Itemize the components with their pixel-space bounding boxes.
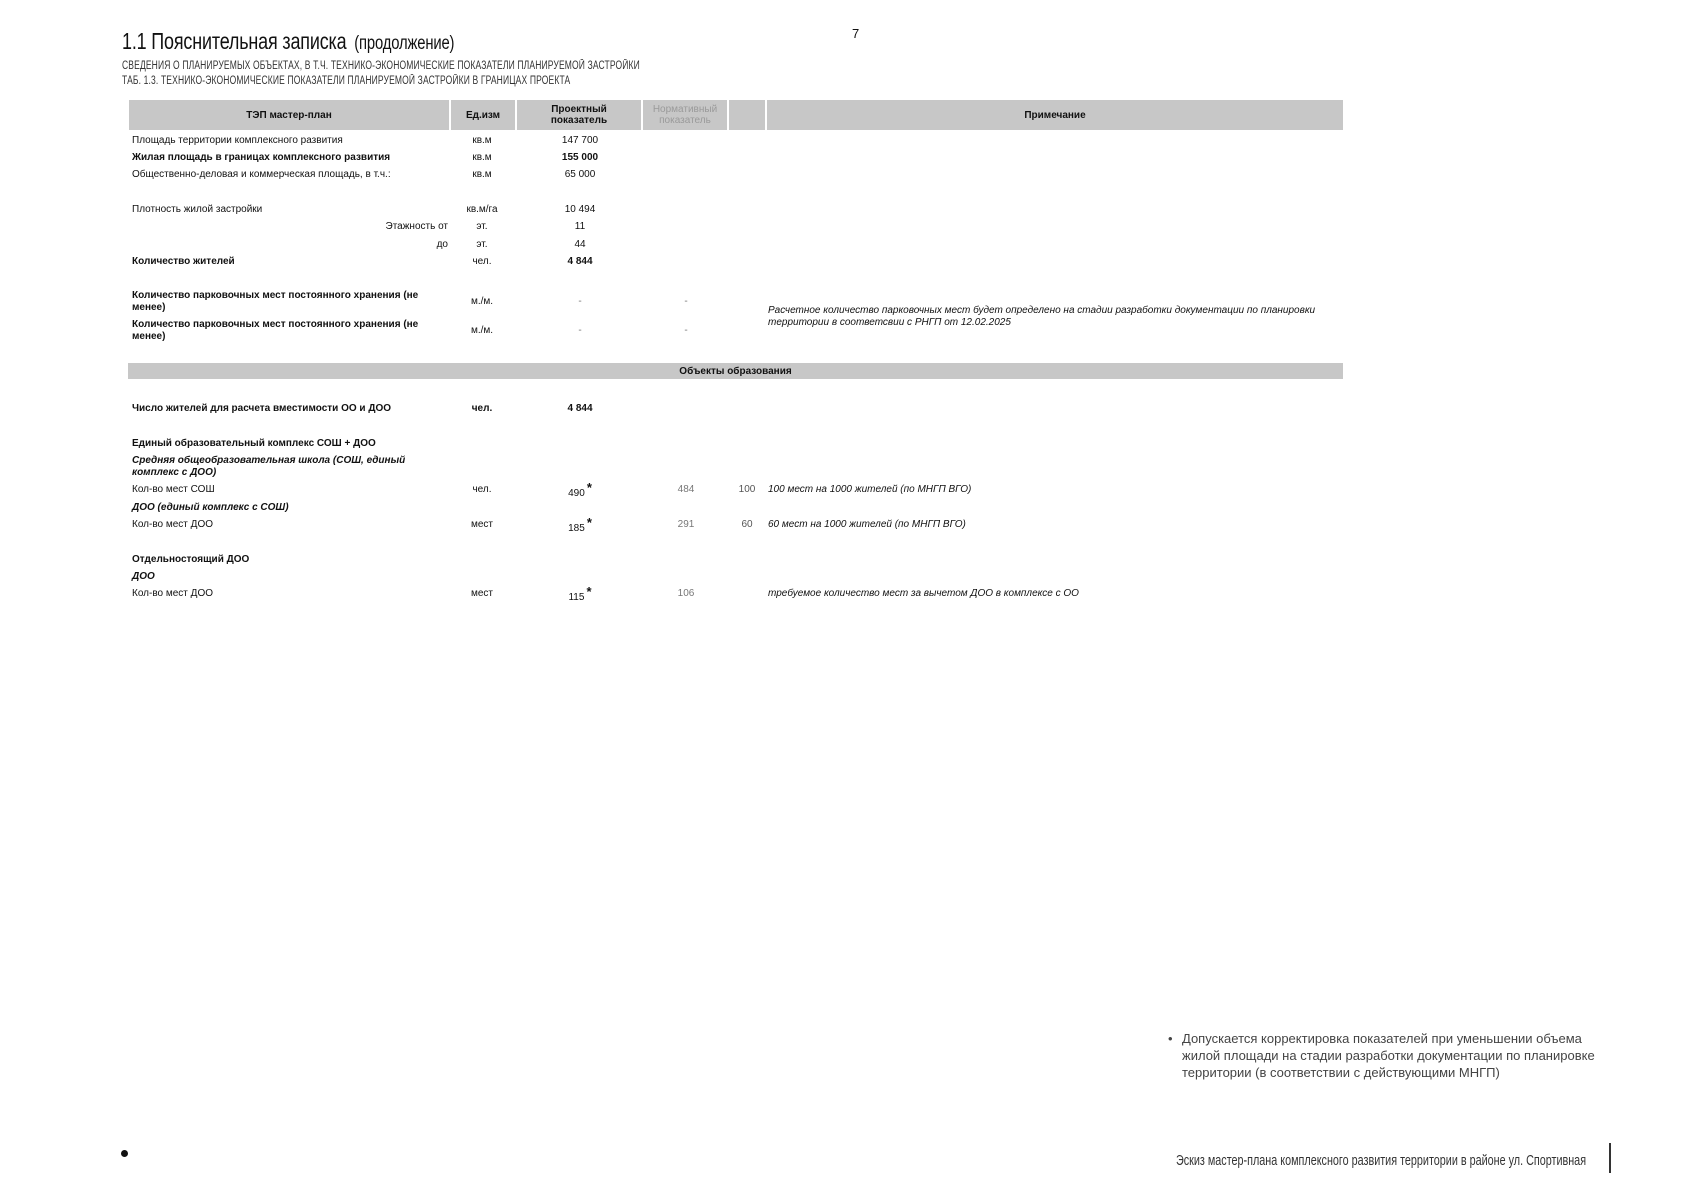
header-blank: [729, 100, 765, 130]
column-divider: [515, 100, 517, 344]
footer-title: Эскиз мастер-плана комплексного развития территории в районе ул. Спортивная: [1176, 1152, 1587, 1169]
footer-dot-icon: [121, 1150, 128, 1157]
header-norm: Нормативный показатель: [643, 100, 727, 130]
page-title: 1.1 Пояснительная записка (продолжение): [122, 28, 455, 54]
bullet-icon: •: [1168, 1031, 1173, 1046]
footnote-text: Допускается корректировка показателей при уменьшении объема жилой площади на стадии разработки документации по планировке территории (в соответствии с действующими МНГП): [1182, 1031, 1595, 1080]
asterisk: *: [586, 480, 592, 495]
page-title-continuation: (продолжение): [354, 33, 455, 54]
column-divider: [727, 100, 729, 344]
subtitle-2: ТАБ. 1.3. ТЕХНИКО-ЭКОНОМИЧЕСКИЕ ПОКАЗАТЕЛИ ПЛАНИРУЕМОЙ ЗАСТРОЙКИ В ГРАНИЦАХ ПРОЕКТА: [122, 75, 571, 87]
header-proj: Проектный показатель: [517, 100, 641, 130]
header-note: Примечание: [767, 100, 1343, 130]
asterisk: *: [586, 584, 592, 599]
column-divider: [765, 100, 767, 344]
footer-divider: [1609, 1143, 1611, 1173]
parking-note: Расчетное количество парковочных мест будет определено на стадии разработки документации по планировки территории в соответсвии с РНГП от 12.02.2025: [768, 305, 1316, 328]
asterisk: *: [586, 515, 592, 530]
section-header-education: Объекты образования: [128, 363, 1343, 379]
header-tep: ТЭП мастер-план: [129, 100, 449, 130]
page-number: 7: [852, 26, 860, 41]
column-divider: [449, 100, 451, 344]
header-unit: Ед.изм: [451, 100, 515, 130]
subtitle-1: СВЕДЕНИЯ О ПЛАНИРУЕМЫХ ОБЪЕКТАХ, В Т.Ч. ТЕХНИКО-ЭКОНОМИЧЕСКИЕ ПОКАЗАТЕЛИ ПЛАНИРУЕМОЙ ЗАСТРОЙКИ: [122, 60, 640, 72]
